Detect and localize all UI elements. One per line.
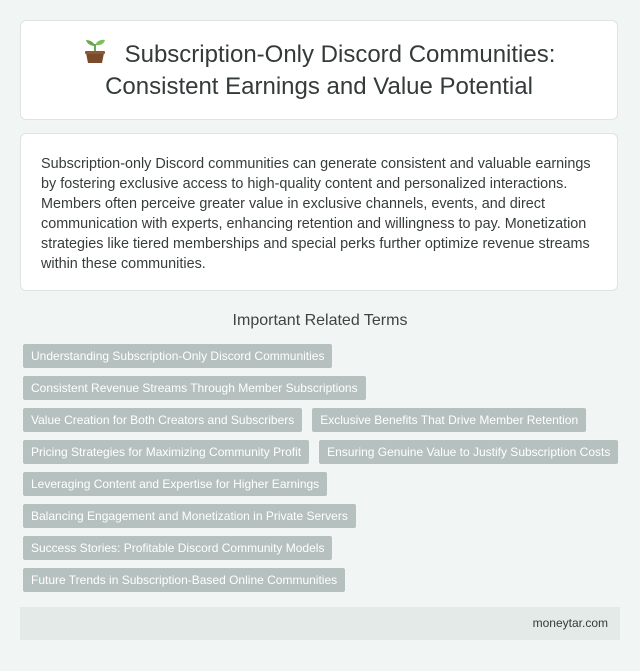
page-title — [83, 38, 556, 103]
related-term-tag[interactable]: Success Stories: Profitable Discord Community Models — [23, 536, 332, 560]
related-term-tag[interactable]: Understanding Subscription-Only Discord Communities — [23, 344, 332, 368]
tag-row — [23, 344, 623, 368]
related-term-tag[interactable]: Exclusive Benefits That Drive Member Retention — [312, 408, 586, 432]
tag-row — [23, 440, 623, 464]
tag-row — [23, 408, 623, 432]
title-line-1: Subscription-Only Discord Communities: — [124, 40, 556, 68]
footer — [20, 607, 620, 640]
seedling-icon — [83, 38, 107, 64]
related-term-tag[interactable]: Value Creation for Both Creators and Subscribers — [23, 408, 302, 432]
related-term-tag[interactable]: Pricing Strategies for Maximizing Community Profit — [23, 440, 309, 464]
related-term-tag[interactable]: Ensuring Genuine Value to Justify Subscription Costs — [319, 440, 618, 464]
tag-row — [23, 472, 623, 496]
title-card — [20, 20, 618, 120]
tag-row — [23, 568, 623, 592]
related-term-tag[interactable]: Future Trends in Subscription-Based Online Communities — [23, 568, 345, 592]
description-card — [20, 133, 618, 291]
related-term-tag[interactable]: Balancing Engagement and Monetization in Private Servers — [23, 504, 356, 528]
tag-row — [23, 376, 623, 400]
related-term-tag[interactable]: Leveraging Content and Expertise for Higher Earnings — [23, 472, 327, 496]
tag-row — [23, 504, 623, 528]
related-terms-list — [23, 344, 623, 600]
related-terms-heading: Important Related Terms — [232, 312, 408, 329]
footer-site-link[interactable]: moneytar.com — [532, 616, 608, 630]
title-line-2: Consistent Earnings and Value Potential — [105, 72, 533, 100]
description-text: Subscription-only Discord communities can generate consistent and valuable earnings by fostering exclusive access to high-quality content and personalized interactions. Members often perceive greater value in exclusive channels, events, and direct communication with experts, enhancing retention and willingness to pay. Monetization strategies like tiered memberships and special perks further optimize revenue streams within these communities. — [41, 156, 591, 272]
tag-row — [23, 536, 623, 560]
related-term-tag[interactable]: Consistent Revenue Streams Through Member Subscriptions — [23, 376, 366, 400]
